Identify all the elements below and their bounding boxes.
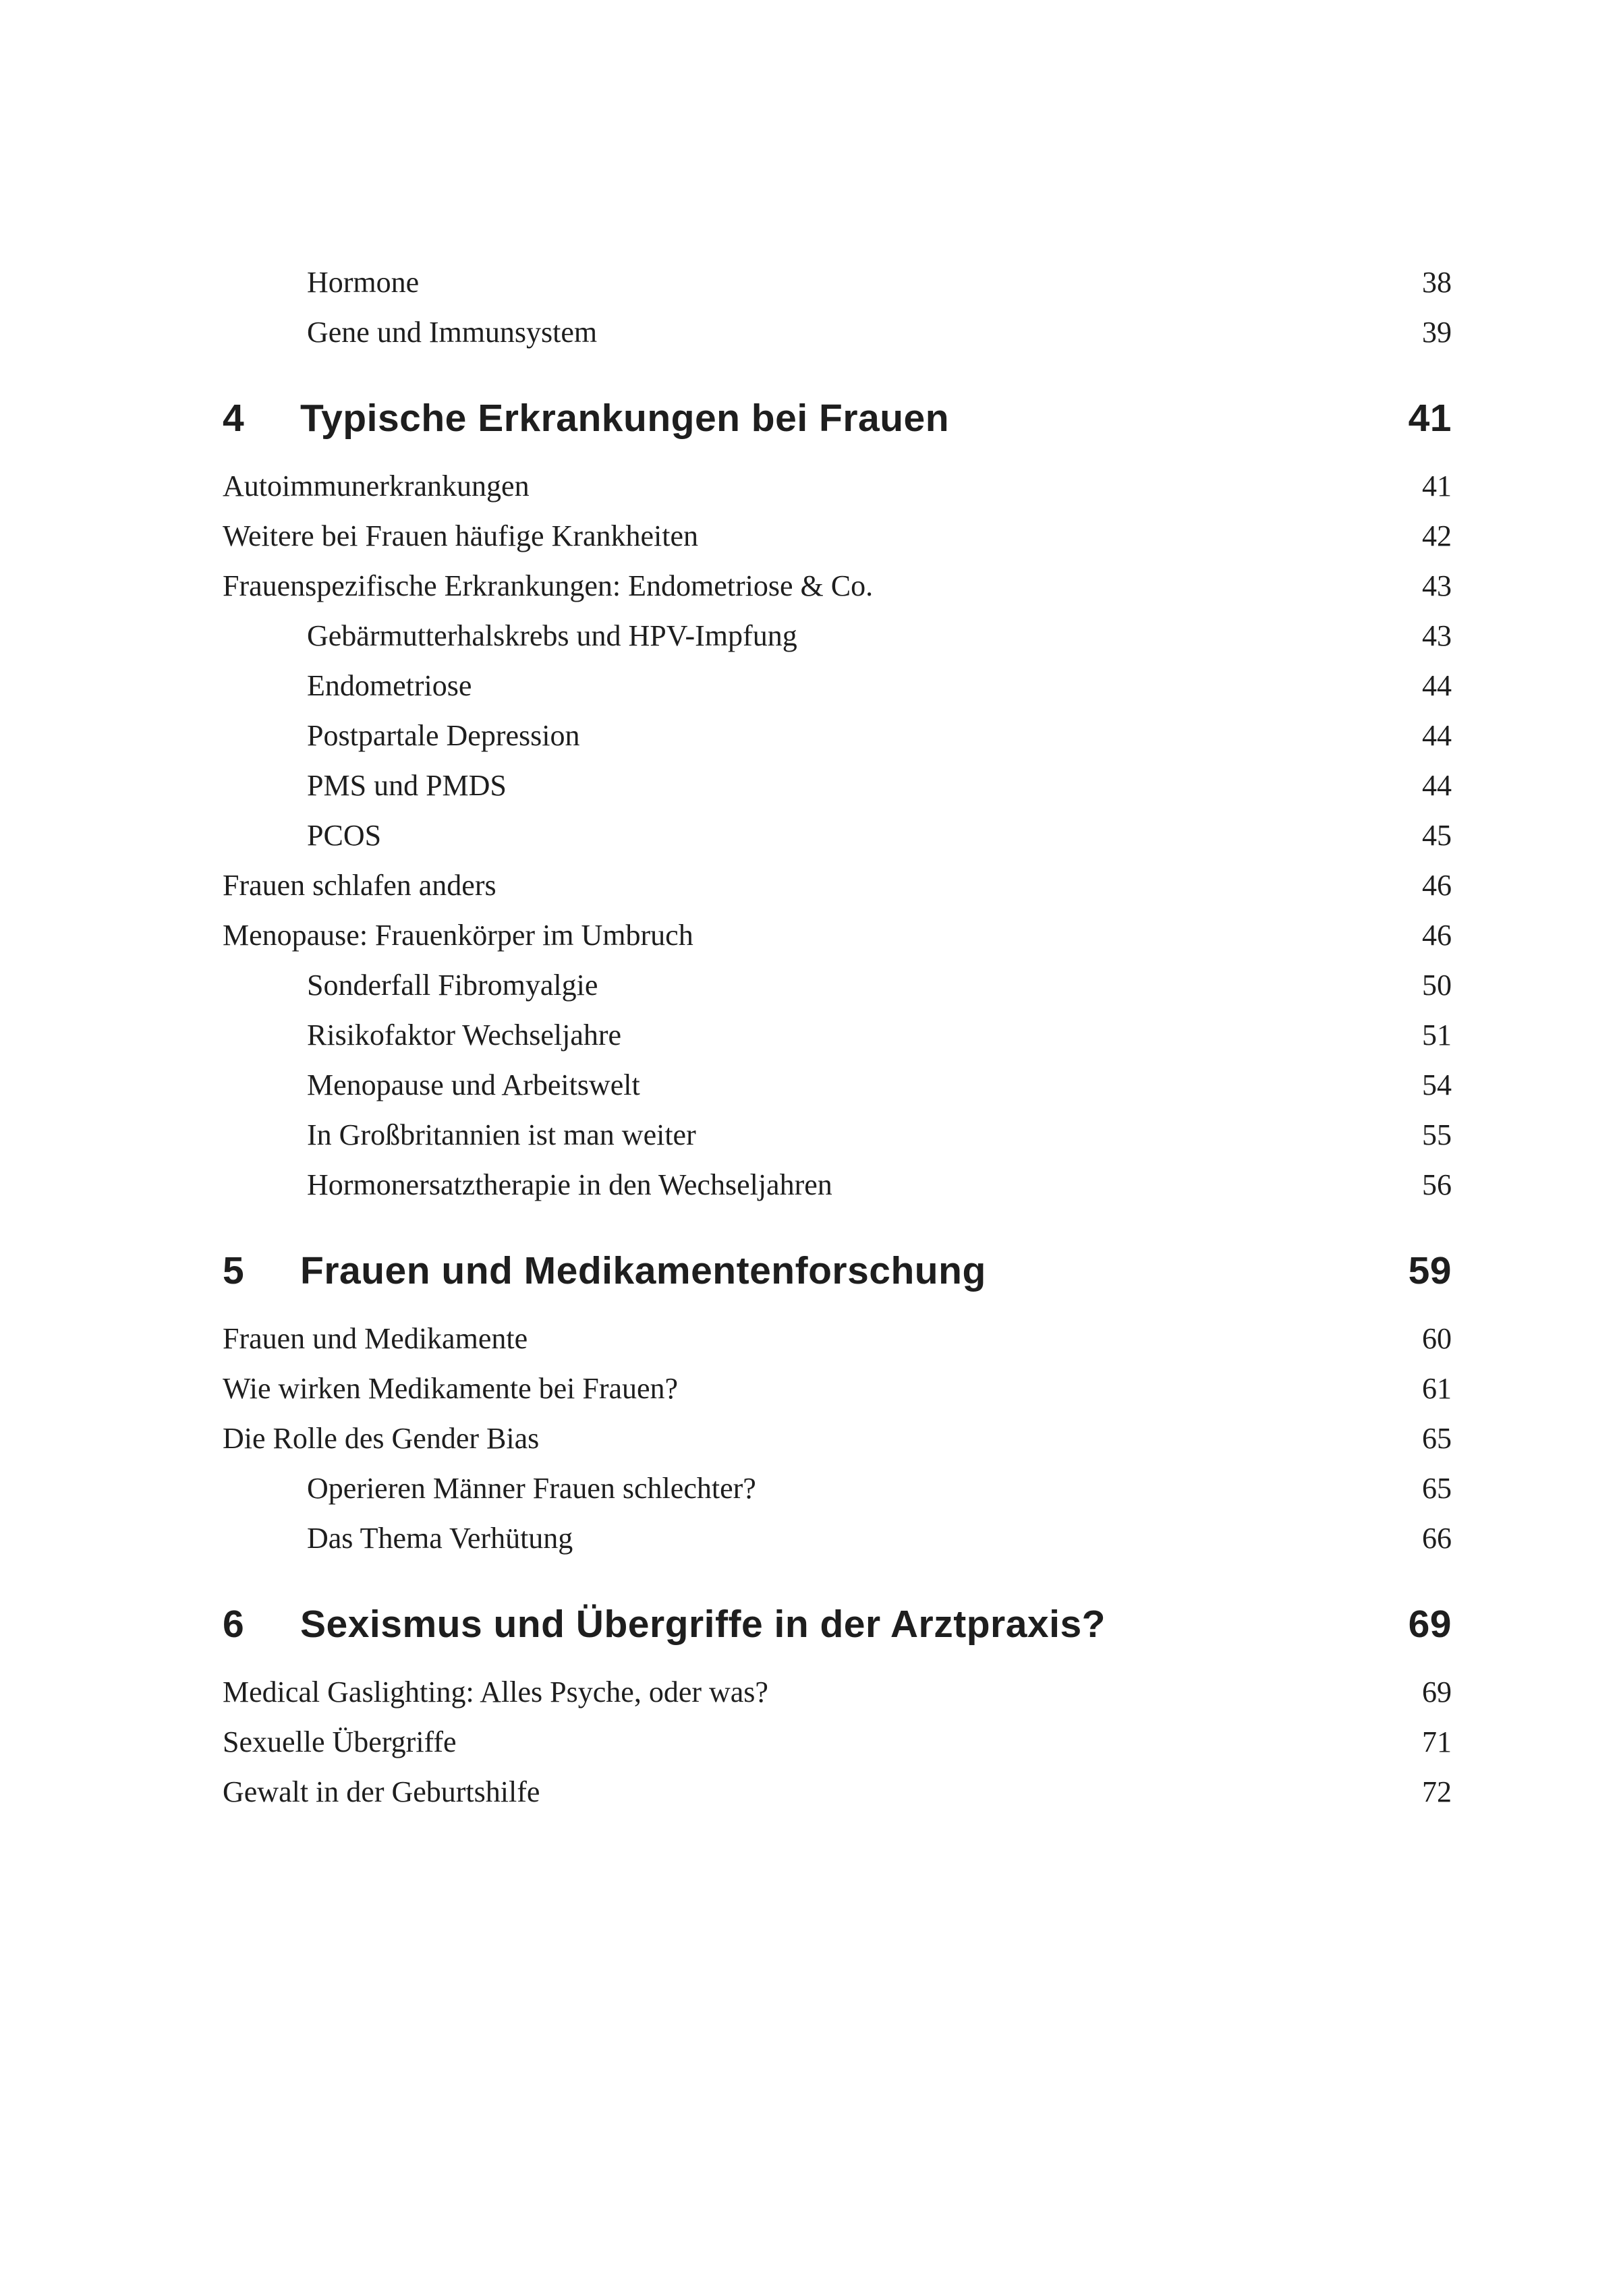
toc-entry-label: Gene und Immunsystem xyxy=(307,316,598,349)
page-number: 44 xyxy=(1422,719,1452,752)
chapter-heading-left xyxy=(223,1240,986,1302)
toc-entry xyxy=(223,1717,1452,1767)
page-number: 44 xyxy=(1422,769,1452,802)
toc-entry xyxy=(223,811,1452,861)
toc-entry-label: Risikofaktor Wechseljahre xyxy=(307,1018,622,1052)
page-number: 39 xyxy=(1422,316,1452,349)
chapter-heading xyxy=(223,1593,1452,1655)
toc-entry-label: Gebärmutterhalskrebs und HPV-Impfung xyxy=(307,619,797,652)
page-number: 72 xyxy=(1422,1775,1452,1808)
toc-entry-label: Frauen schlafen anders xyxy=(223,869,496,902)
toc-entry-label: Menopause und Arbeitswelt xyxy=(307,1068,640,1101)
chapter-heading-left xyxy=(223,1593,1106,1655)
chapter-number: 4 xyxy=(223,397,245,440)
toc-entry xyxy=(223,1464,1452,1514)
chapter-heading xyxy=(223,1240,1452,1302)
toc-entry xyxy=(223,258,1452,308)
toc-entry xyxy=(223,1667,1452,1717)
toc-list xyxy=(223,258,1452,1817)
toc-entry xyxy=(223,1060,1452,1110)
toc-entry xyxy=(223,511,1452,561)
chapter-title: Typische Erkrankungen bei Frauen xyxy=(300,397,950,440)
toc-entry xyxy=(223,1314,1452,1364)
toc-entry xyxy=(223,761,1452,811)
page-number: 66 xyxy=(1422,1522,1452,1555)
page-number: 65 xyxy=(1422,1472,1452,1505)
toc-entry xyxy=(223,861,1452,911)
page-number: 51 xyxy=(1422,1018,1452,1052)
toc-entry xyxy=(223,461,1452,511)
toc-entry xyxy=(223,1767,1452,1817)
toc-entry-label: Die Rolle des Gender Bias xyxy=(223,1422,540,1455)
toc-entry-label: PCOS xyxy=(307,819,382,852)
toc-entry xyxy=(223,1414,1452,1464)
toc-entry xyxy=(223,1110,1452,1160)
toc-entry xyxy=(223,308,1452,357)
page-number: 61 xyxy=(1422,1372,1452,1405)
page-number: 44 xyxy=(1422,669,1452,702)
chapter-heading xyxy=(223,387,1452,449)
toc-entry-label: Medical Gaslighting: Alles Psyche, oder was? xyxy=(223,1675,768,1709)
page-number: 56 xyxy=(1422,1168,1452,1201)
toc-entry-label: PMS und PMDS xyxy=(307,769,507,802)
toc-entry-label: Wie wirken Medikamente bei Frauen? xyxy=(223,1372,679,1405)
chapter-number: 5 xyxy=(223,1249,245,1292)
toc-entry-label: Gewalt in der Geburtshilfe xyxy=(223,1775,540,1808)
chapter-title: Sexismus und Übergriffe in der Arztpraxis? xyxy=(300,1603,1106,1646)
page-number: 71 xyxy=(1422,1725,1452,1758)
page-number: 59 xyxy=(1408,1249,1452,1292)
toc-entry xyxy=(223,1010,1452,1060)
toc-entry-label: Frauen und Medikamente xyxy=(223,1322,528,1355)
toc-entry xyxy=(223,611,1452,661)
toc-entry-label: Hormonersatztherapie in den Wechseljahren xyxy=(307,1168,832,1201)
toc-entry-label: Sexuelle Übergriffe xyxy=(223,1725,457,1758)
page-number: 42 xyxy=(1422,519,1452,552)
toc-entry-label: Sonderfall Fibromyalgie xyxy=(307,969,598,1002)
toc-entry xyxy=(223,911,1452,960)
page-number: 46 xyxy=(1422,869,1452,902)
toc-entry-label: In Großbritannien ist man weiter xyxy=(307,1118,696,1151)
page-number: 54 xyxy=(1422,1068,1452,1101)
toc-entry xyxy=(223,960,1452,1010)
toc-entry xyxy=(223,661,1452,711)
chapter-heading-left xyxy=(223,387,949,449)
page-number: 43 xyxy=(1422,569,1452,602)
chapter-title: Frauen und Medikamentenforschung xyxy=(300,1249,986,1292)
page-number: 41 xyxy=(1422,469,1452,503)
page-number: 69 xyxy=(1408,1603,1452,1646)
page-number: 38 xyxy=(1422,266,1452,299)
page-number: 45 xyxy=(1422,819,1452,852)
page-number: 43 xyxy=(1422,619,1452,652)
toc-entry-label: Menopause: Frauenkörper im Umbruch xyxy=(223,919,693,952)
page-number: 41 xyxy=(1408,397,1452,440)
toc-entry-label: Das Thema Verhütung xyxy=(307,1522,573,1555)
toc-entry-label: Weitere bei Frauen häufige Krankheiten xyxy=(223,519,699,552)
toc-entry xyxy=(223,1364,1452,1414)
toc-entry-label: Postpartale Depression xyxy=(307,719,580,752)
toc-entry-label: Frauenspezifische Erkrankungen: Endometriose & Co. xyxy=(223,569,874,602)
page-number: 46 xyxy=(1422,919,1452,952)
toc-entry-label: Autoimmunerkrankungen xyxy=(223,469,530,503)
toc-entry-label: Hormone xyxy=(307,266,420,299)
toc-entry xyxy=(223,561,1452,611)
page-number: 65 xyxy=(1422,1422,1452,1455)
toc-entry xyxy=(223,711,1452,761)
toc-entry xyxy=(223,1160,1452,1210)
page-number: 50 xyxy=(1422,969,1452,1002)
page-number: 60 xyxy=(1422,1322,1452,1355)
toc-entry-label: Endometriose xyxy=(307,669,472,702)
toc-entry-label: Operieren Männer Frauen schlechter? xyxy=(307,1472,756,1505)
page-number: 55 xyxy=(1422,1118,1452,1151)
page-number: 69 xyxy=(1422,1675,1452,1709)
toc-entry xyxy=(223,1514,1452,1563)
chapter-number: 6 xyxy=(223,1603,245,1646)
